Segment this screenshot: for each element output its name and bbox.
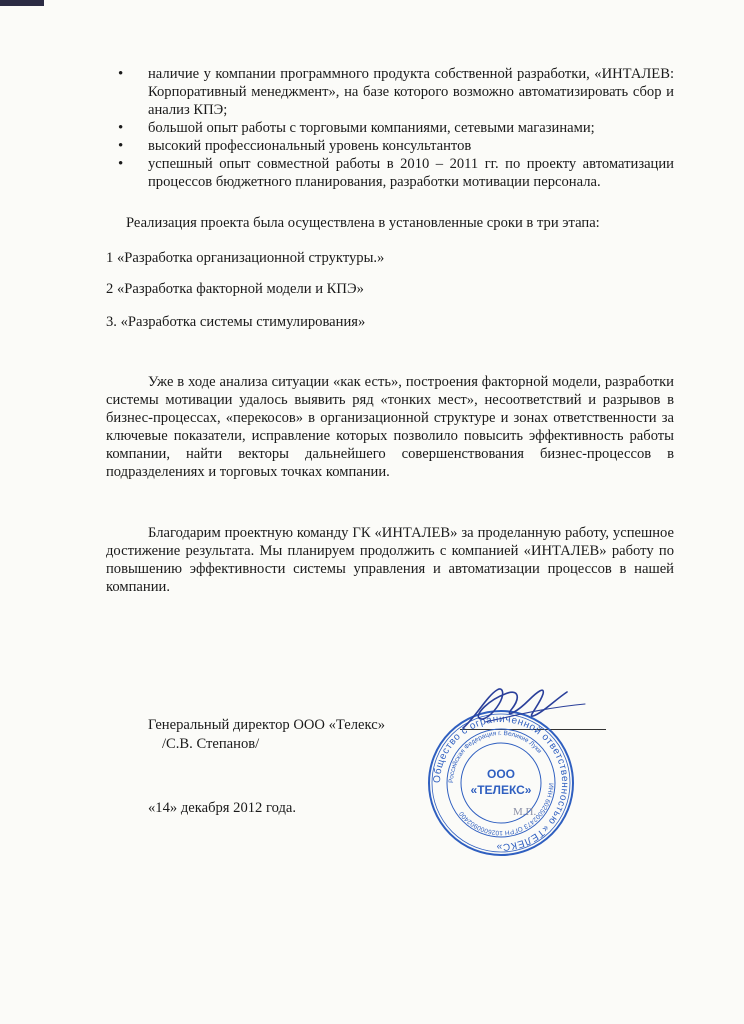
list-item: • большой опыт работы с торговыми компаниями, сетевыми магазинами; [114, 119, 674, 137]
signatory-title: Генеральный директор ООО «Телекс» [148, 717, 385, 733]
seal-center-line1: ООО [486, 767, 516, 781]
list-item: • наличие у компании программного продукта собственной разработки, «ИНТАЛЕВ: Корпоративный менеджмент», на базе которого возможно автоматизировать сбор и анализ КПЭ; [114, 65, 674, 119]
list-item: • успешный опыт совместной работы в 2010 – 2011 гг. по проекту автоматизации процессов бюджетного планирования, разработки мотивации персонала. [114, 155, 674, 191]
stages-intro: Реализация проекта была осуществлена в установленные сроки в три этапа: [126, 215, 600, 231]
seal-center-line2: «ТЕЛЕКС» [470, 783, 532, 797]
analysis-paragraph: Уже в ходе анализа ситуации «как есть», построения факторной модели, разработки системы мотивации удалось выявить ряд «тонких мест», несоответствий и разрывов в бизнес-процессах, «перекосов» в организационной структуре и зонах ответственности за ключевые показатели, исправление которых позволило повысить эффективность работы компании, найти векторы дальнейшего совершенствования бизнес-процессов в подразделениях и торговых точках компании. [106, 374, 674, 480]
stage-3: 3. «Разработка системы стимулирования» [106, 314, 366, 330]
letter-date: «14» декабря 2012 года. [148, 800, 297, 816]
thanks-paragraph: Благодарим проектную команду ГК «ИНТАЛЕВ» за проделанную работу, успешное достижение результата. Мы планируем продолжить с компанией «ИНТАЛЕВ» работу по повышению эффективности системы управления и автоматизации процессов в нашей компании. [106, 525, 674, 595]
signature-scribble [445, 678, 615, 740]
seal-outer-text: Общество с ограниченной ответственностью «ТЕЛЕКС» [431, 713, 571, 853]
signatory-name: /С.В. Степанов/ [162, 736, 260, 752]
seal-ids-text: ИНН 6025002473 ОГРН 1026000902400 [458, 782, 555, 837]
seal-inner-text: Российская Федерация г. Великие Луки [447, 729, 543, 784]
stage-2: 2 «Разработка факторной модели и КПЭ» [106, 281, 364, 297]
list-item: • высокий профессиональный уровень консультантов [114, 137, 674, 155]
seal-place-label: М.П. [513, 806, 537, 818]
advantages-list [114, 65, 674, 191]
stage-1: 1 «Разработка организационной структуры.» [106, 250, 385, 266]
